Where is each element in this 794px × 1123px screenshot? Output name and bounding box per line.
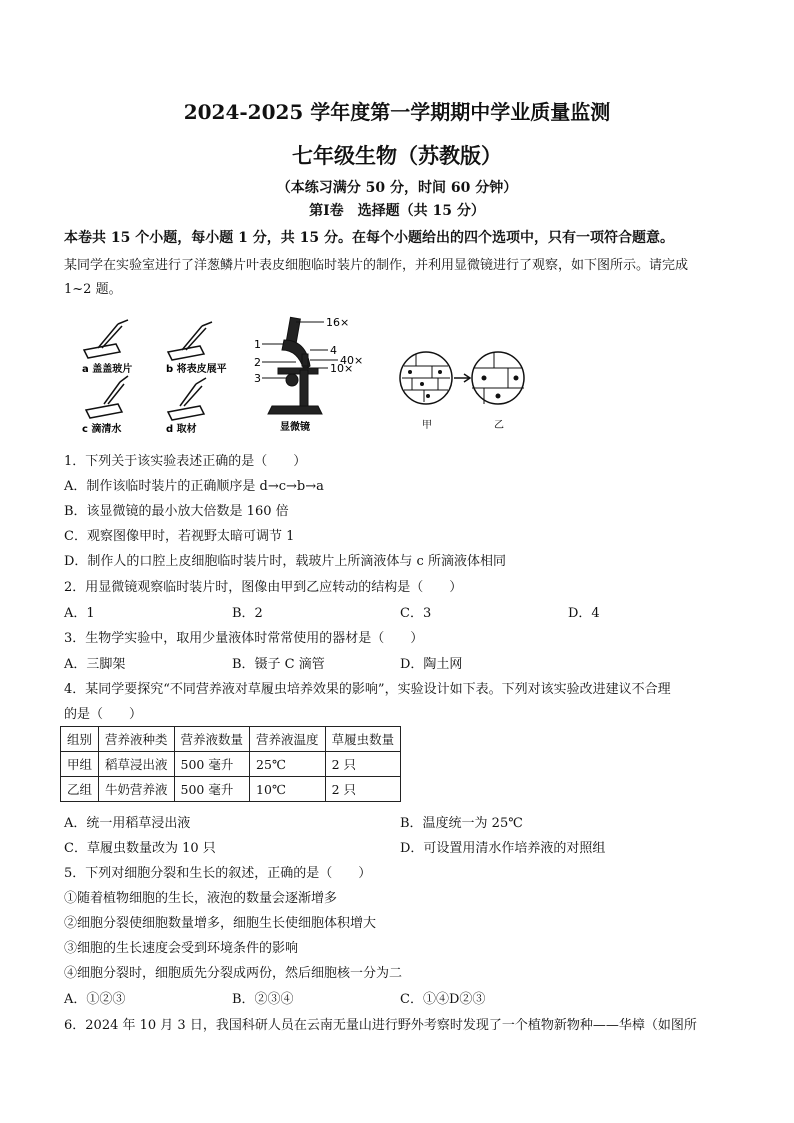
microscope-views-figure [398,350,528,432]
mag-16-label: 16× [326,316,350,329]
table-row [61,777,401,802]
q2-option-c: C．3 [400,606,432,621]
q2-option-d: D．4 [568,606,600,621]
q4-option-c: C．草履虫数量改为 10 只 [64,841,216,856]
q1-option-a: A．制作该临时装片的正确顺序是 d→c→b→a [64,479,324,494]
slide-icon [86,404,122,418]
q5-statement-1: ①随着植物细胞的生长，液泡的数量会逐渐增多 [64,891,338,906]
table-header-cell: 营养液数量 [174,727,250,752]
mag-10-label: 10× [330,362,354,375]
step-c-label: c 滴清水 [82,424,122,435]
q5-statement-3: ③细胞的生长速度会受到环境条件的影响 [64,941,299,956]
exam-subtitle: 七年级生物（苏教版） [292,143,502,168]
dropper-icon [104,376,128,404]
pillar-shape [300,370,308,406]
q4-option-d: D．可设置用清水作培养液的对照组 [400,841,606,856]
q5-option-a: A．①②③ [64,992,126,1007]
q2-stem: 2．用显微镜观察临时装片时，图像由甲到乙应转动的结构是（ ） [64,580,463,595]
table-cell: 10℃ [250,777,326,802]
exam-note: （本练习满分 50 分，时间 60 分钟） [276,180,518,196]
objective-shape [302,354,308,366]
q3-option-a: A．三脚架 [64,657,126,672]
onion-icon [168,406,204,420]
section-instruction: 本卷共 15 个小题，每小题 1 分，共 15 分。在每个小题给出的四个选项中，只有一项符合题意。 [64,230,674,246]
q4-stem-line-2: 的是（ ） [64,707,143,722]
table-cell: 2 只 [325,752,401,777]
arrow-icon [454,374,470,382]
q5-statement-4: ④细胞分裂时，细胞质先分裂成两份，然后细胞核一分为二 [64,966,403,981]
q3-option-d: D．陶土网 [400,657,463,672]
step-b-label: b 将表皮展平 [166,364,227,375]
table-header-cell: 营养液温度 [250,727,326,752]
table-cell: 25℃ [250,752,326,777]
view-yi-label: 乙 [494,420,504,431]
q4-option-a: A．统一用稻草浸出液 [64,816,191,831]
microscope-label-2: 2 [254,356,261,369]
q1-option-b: B．该显微镜的最小放大倍数是 160 倍 [64,504,289,519]
q2-option-a: A．1 [64,606,95,621]
intro-line-2: 1~2 题。 [64,282,122,297]
table-cell: 500 毫升 [174,777,250,802]
step-a-label: a 盖盖玻片 [82,364,133,375]
q5-option-c: C．①④D②③ [400,992,486,1007]
table-header-cell: 草履虫数量 [325,727,401,752]
slide-icon [84,344,120,358]
mirror-shape [286,374,298,386]
table-header-cell: 营养液种类 [99,727,175,752]
table-cell: 牛奶营养液 [99,777,175,802]
q4-option-b: B．温度统一为 25℃ [400,816,523,831]
microscope-figure [248,310,368,436]
view-jia-label: 甲 [422,420,432,431]
exam-title: 2024-2025 学年度第一学期期中学业质量监测 [183,100,611,124]
slide-preparation-figure [76,318,256,436]
microscope-label-3: 3 [254,372,261,385]
base-shape [268,406,322,414]
mag-40-label: 40× [340,354,364,367]
table-cell: 500 毫升 [174,752,250,777]
table-cell: 乙组 [61,777,99,802]
q3-option-b: B．镊子 C 滴管 [232,657,325,672]
table-cell: 甲组 [61,752,99,777]
tweezers-icon [180,378,206,406]
table-header-row [61,727,401,752]
intro-line-1: 某同学在实验室进行了洋葱鳞片叶表皮细胞临时装片的制作，并利用显微镜进行了观察，如下图所示。请完成 [64,258,689,273]
microscope-label-4: 4 [330,344,337,357]
experiment-table [60,726,401,802]
section-heading: 第Ⅰ卷 选择题（共 15 分） [309,203,485,219]
q1-option-c: C．观察图像甲时，若视野太暗可调节 1 [64,529,295,544]
microscope-label-1: 1 [254,338,261,351]
slide-icon [168,346,204,360]
q1-stem: 1．下列关于该实验表述正确的是（ ） [64,454,307,469]
table-cell: 2 只 [325,777,401,802]
q3-stem: 3．生物学实验中，取用少量液体时常常使用的器材是（ ） [64,631,424,646]
q2-option-b: B．2 [232,606,263,621]
q6-stem: 6．2024 年 10 月 3 日，我国科研人员在云南无量山进行野外考察时发现了一个植物新物种——华樟（如图所 [64,1018,697,1033]
q5-stem: 5．下列对细胞分裂和生长的叙述，正确的是（ ） [64,866,372,881]
step-d-label: d 取材 [166,424,197,435]
table-header-cell: 组别 [61,727,99,752]
q5-statement-2: ②细胞分裂使细胞数量增多，细胞生长使细胞体积增大 [64,916,377,931]
q4-stem-line-1: 4．某同学要探究“不同营养液对草履虫培养效果的影响”，实验设计如下表。下列对该实验改进建议不合理 [64,682,671,697]
q1-option-d: D．制作人的口腔上皮细胞临时装片时，载玻片上所滴液体与 c 所滴液体相同 [64,554,506,569]
q5-option-b: B．②③④ [232,992,294,1007]
table-row [61,752,401,777]
stage-shape [278,368,318,374]
table-cell: 稻草浸出液 [99,752,175,777]
microscope-caption: 显微镜 [280,422,310,433]
